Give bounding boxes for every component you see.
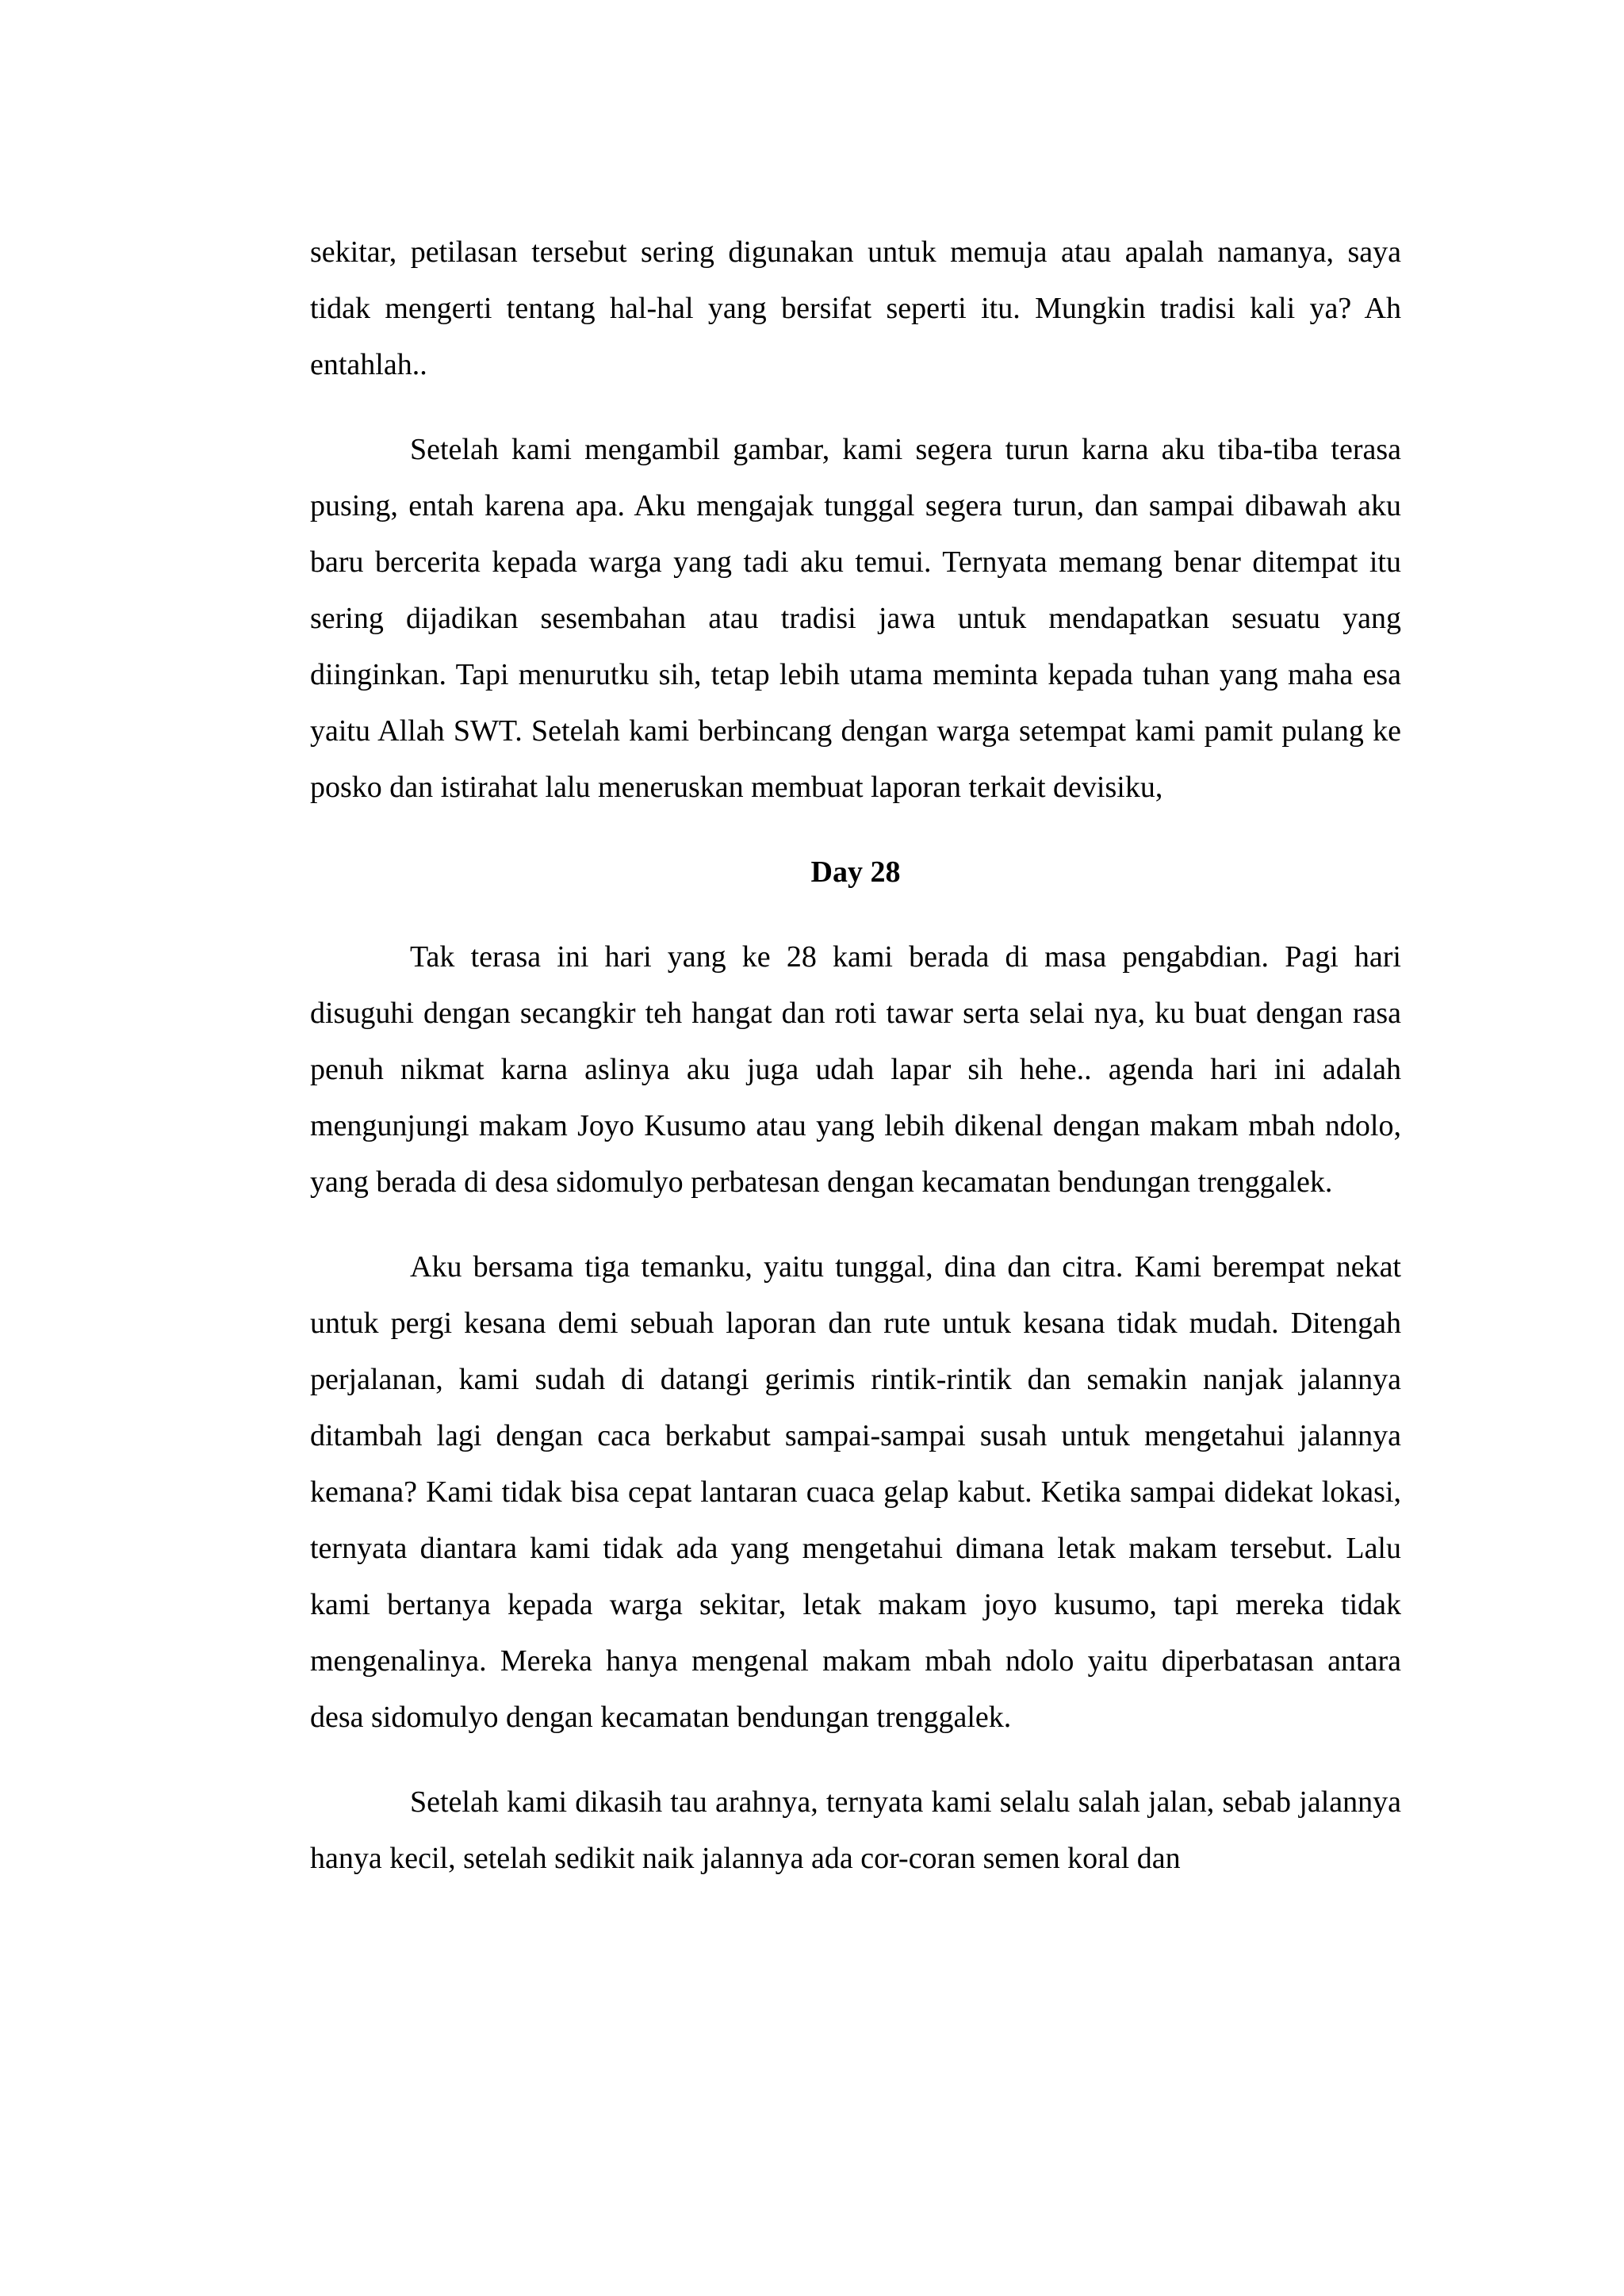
paragraph-day-28-intro: Tak terasa ini hari yang ke 28 kami berada di masa pengabdian. Pagi hari disuguhi dengan secangkir teh hangat dan roti tawar serta selai nya, ku buat dengan rasa penuh nikmat karna aslinya aku juga udah lapar sih hehe.. agenda hari ini adalah mengunjungi makam Joyo Kusumo atau yang lebih dikenal dengan makam mbah ndolo, yang berada di desa sidomulyo perbatesan dengan kecamatan bendungan trenggalek.: [310, 940, 1401, 1199]
section-heading-day-28: Day 28: [810, 855, 901, 889]
paragraph-descent: Setelah kami mengambil gambar, kami segera turun karna aku tiba-tiba terasa pusing, entah karena apa. Aku mengajak tunggal segera turun, dan sampai dibawah aku baru bercerita kepada warga yang tadi aku temui. Ternyata memang benar ditempat itu sering dijadikan sesembahan atau tradisi jawa untuk mendapatkan sesuatu yang diinginkan. Tapi menurutku sih, tetap lebih utama meminta kepada tuhan yang maha esa yaitu Allah SWT. Setelah kami berbincang dengan warga setempat kami pamit pulang ke posko dan istirahat lalu meneruskan membuat laporan terkait devisiku,: [310, 433, 1401, 804]
document-body: [310, 224, 1401, 1887]
paragraph-day-28-direction: Setelah kami dikasih tau arahnya, ternyata kami selalu salah jalan, sebab jalannya hanya kecil, setelah sedikit naik jalannya ada cor-coran semen koral dan: [310, 1785, 1401, 1875]
paragraph-continuation: sekitar, petilasan tersebut sering digunakan untuk memuja atau apalah namanya, saya tidak mengerti tentang hal-hal yang bersifat seperti itu. Mungkin tradisi kali ya? Ah entahlah..: [310, 235, 1401, 381]
paragraph-day-28-journey: Aku bersama tiga temanku, yaitu tunggal, dina dan citra. Kami berempat nekat untuk pergi kesana demi sebuah laporan dan rute untuk kesana tidak mudah. Ditengah perjalanan, kami sudah di datangi gerimis rintik-rintik dan semakin nanjak jalannya ditambah lagi dengan caca berkabut sampai-sampai susah untuk mengetahui jalannya kemana? Kami tidak bisa cepat lantaran cuaca gelap kabut. Ketika sampai didekat lokasi, ternyata diantara kami tidak ada yang mengetahui dimana letak makam tersebut. Lalu kami bertanya kepada warga sekitar, letak makam joyo kusumo, tapi mereka tidak mengenalinya. Mereka hanya mengenal makam mbah ndolo yaitu diperbatasan antara desa sidomulyo dengan kecamatan bendungan trenggalek.: [310, 1250, 1401, 1734]
